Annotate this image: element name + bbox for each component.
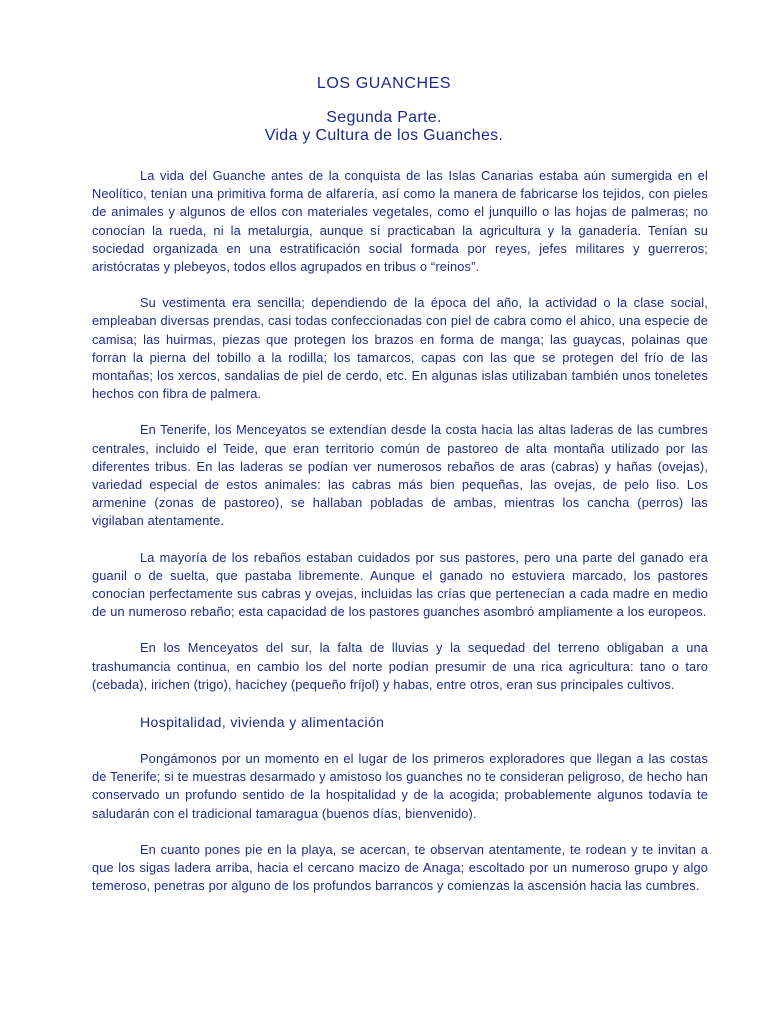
- body-paragraph: La vida del Guanche antes de la conquista de las Islas Canarias estaba aún sumergida en el Neolítico, tenían una primitiva forma de alfarería, así como la manera de fabricarse los tejidos, con pieles de animales y algunos de ellos con materiales vegetales, como el junquillo o las hojas de palmeras; no conocían la rueda, ni la metalurgia, aunque sí practicaban la agricultura y la ganadería. Tenían su sociedad organizada en una estratificación social formada por reyes, jefes militares y guerreros; aristócratas y plebeyos, todos ellos agrupados en tribus o “reinos”.: [92, 168, 708, 275]
- body-paragraph: La mayoría de los rebaños estaban cuidados por sus pastores, pero una parte del ganado era guanil o de suelta, que pastaba libremente. Aunque el ganado no estuviera marcado, los pastores conocían perfectamente sus cabras y ovejas, incluidas las crías que pertenecían a cada madre en medio de un numeroso rebaño; esta capacidad de los pastores guanches asombró ampliamente a los europeos.: [92, 549, 708, 620]
- section-paragraph: Pongámonos por un momento en el lugar de los primeros exploradores que llegan a las costas de Tenerife; si te muestras desarmado y amistoso los guanches no te consideran peligroso, de hecho han conservado un profundo sentido de la hospitalidad y de la acogida; probablemente algunos todavía te saludarán con el tradicional tamaragua (buenos días, bienvenido).: [92, 751, 708, 821]
- document-subtitle: [0, 109, 768, 145]
- subtitle-line-2: Vida y Cultura de los Guanches.: [264, 127, 504, 144]
- document-title: LOS GUANCHES: [316, 75, 452, 92]
- section-paragraph: En cuanto pones pie en la playa, se acercan, te observan atentamente, te rodean y te invitan a que los sigas ladera arriba, hacia el cercano macizo de Anaga; escoltado por un numeroso grupo y algo temeroso, penetras por alguno de los profundos barrancos y comienzas la ascensión hacia las cumbres.: [92, 841, 708, 894]
- body-paragraph: Su vestimenta era sencilla; dependiendo de la época del año, la actividad o la clase social, empleaban diversas prendas, casi todas confeccionadas con piel de cabra como el ahico, una especie de camisa; las huirmas, piezas que protegen los brazos en forma de manga; las guaycas, polainas que forran la pierna del tobillo a la rodilla; los tamarcos, capas con las que se protegen del frío de las montañas; los xercos, sandalias de piel de cerdo, etc. En algunas islas utilizaban también unos toneletes hechos con fibra de palmera.: [92, 295, 708, 402]
- body-paragraph: En los Menceyatos del sur, la falta de lluvias y la sequedad del terreno obligaban a una trashumancia continua, en cambio los del norte podían presumir de una rica agricultura: tano o taro (cebada), irichen (trigo), hacichey (pequeño fríjol) y habas, entre otros, eran sus principales cultivos.: [92, 640, 708, 692]
- document-body: [92, 167, 708, 914]
- subtitle-line-1: Segunda Parte.: [326, 109, 442, 126]
- section-heading: Hospitalidad, vivienda y alimentación: [140, 714, 385, 731]
- body-paragraph: En Tenerife, los Menceyatos se extendían desde la costa hacia las altas laderas de las cumbres centrales, incluido el Teide, que eran territorio común de pastoreo de alta montaña utilizado por las diferentes tribus. En las laderas se podían ver numerosos rebaños de aras (cabras) y hañas (ovejas), variedad especial de estos animales: las cabras más bien pequeñas, las ovejas, de pelo liso. Los armenine (zonas de pastoreo), se hallaban pobladas de ambas, mientras los cancha (perros) las vigilaban atentamente.: [92, 422, 708, 529]
